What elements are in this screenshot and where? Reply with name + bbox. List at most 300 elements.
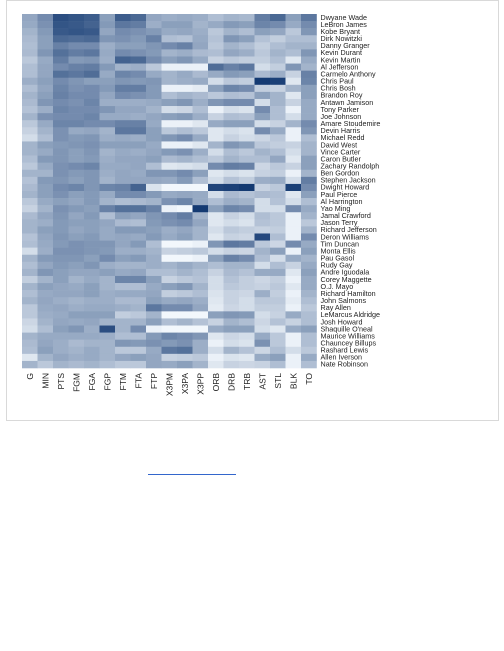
heatmap-cell: [22, 120, 38, 127]
heatmap-cell: [100, 85, 116, 92]
heatmap-cell: [255, 333, 271, 340]
heatmap-cell: [255, 262, 271, 269]
heatmap-cell: [53, 340, 69, 347]
heatmap-cell: [255, 92, 271, 99]
heatmap-cell: [177, 248, 193, 255]
heatmap-cell: [146, 134, 162, 141]
heatmap-cell: [270, 276, 286, 283]
heatmap-cell: [239, 170, 255, 177]
heatmap-cell: [255, 106, 271, 113]
heatmap-cell: [162, 304, 178, 311]
heatmap-cell: [100, 56, 116, 63]
heatmap-cell: [193, 28, 209, 35]
heatmap-cell: [177, 106, 193, 113]
heatmap-cell: [301, 318, 317, 325]
heatmap-cell: [84, 71, 100, 78]
heatmap-cell: [224, 127, 240, 134]
heatmap-cell: [100, 205, 116, 212]
heatmap-cell: [100, 113, 116, 120]
heatmap-cell: [193, 170, 209, 177]
heatmap-cell: [146, 354, 162, 361]
heatmap-cell: [146, 212, 162, 219]
heatmap-cell: [301, 212, 317, 219]
heatmap-cell: [286, 156, 302, 163]
row-label: Rashard Lewis: [320, 345, 369, 355]
heatmap-cell: [270, 141, 286, 148]
heatmap-cell: [177, 184, 193, 191]
row-label: Joe Johnson: [320, 111, 362, 121]
row-label: Dwyane Wade: [320, 12, 367, 22]
heatmap-cell: [301, 85, 317, 92]
heatmap-cell: [115, 149, 131, 156]
heatmap-cell: [270, 248, 286, 255]
heatmap-cell: [146, 106, 162, 113]
heatmap-cell: [146, 262, 162, 269]
heatmap-cell: [53, 318, 69, 325]
heatmap-cell: [38, 141, 54, 148]
heatmap-cell: [224, 304, 240, 311]
heatmap-cell: [131, 255, 147, 262]
heatmap-cell: [162, 14, 178, 21]
heatmap-cell: [239, 276, 255, 283]
heatmap-cell: [286, 255, 302, 262]
heatmap-cell: [193, 120, 209, 127]
heatmap-cell: [22, 318, 38, 325]
row-label: Brandon Roy: [320, 90, 363, 100]
heatmap-cell: [38, 35, 54, 42]
heatmap-cell: [84, 311, 100, 318]
heatmap-cell: [146, 64, 162, 71]
heatmap-cell: [84, 56, 100, 63]
heatmap-cell: [193, 219, 209, 226]
row-label: Allen Iverson: [320, 352, 363, 362]
heatmap-cell: [53, 326, 69, 333]
heatmap-cell: [177, 304, 193, 311]
heatmap-cell: [146, 333, 162, 340]
heatmap-cell: [177, 49, 193, 56]
heatmap-cell: [38, 304, 54, 311]
heatmap-cell: [131, 14, 147, 21]
heatmap-cell: [38, 333, 54, 340]
heatmap-cell: [239, 113, 255, 120]
heatmap-cell: [270, 290, 286, 297]
heatmap-cell: [208, 71, 224, 78]
heatmap-cell: [193, 297, 209, 304]
heatmap-cell: [146, 347, 162, 354]
column-label: FTP: [148, 373, 159, 390]
heatmap-cell: [38, 14, 54, 21]
heatmap-cell: [301, 326, 317, 333]
heatmap-cell: [193, 85, 209, 92]
heatmap-cell: [100, 78, 116, 85]
heatmap-cell: [177, 326, 193, 333]
heatmap-cell: [146, 85, 162, 92]
heatmap-cell: [69, 92, 85, 99]
heatmap-cell: [53, 85, 69, 92]
heatmap-cell: [53, 233, 69, 240]
heatmap-cell: [162, 198, 178, 205]
heatmap-cell: [69, 333, 85, 340]
heatmap-cell: [286, 361, 302, 368]
heatmap-cell: [193, 276, 209, 283]
row-label: Maurice Williams: [320, 331, 375, 341]
heatmap-cell: [255, 255, 271, 262]
row-label: LeBron James: [320, 19, 367, 29]
heatmap-cell: [193, 92, 209, 99]
heatmap-cell: [84, 255, 100, 262]
heatmap-cell: [255, 170, 271, 177]
row-label: Dirk Nowitzki: [320, 34, 363, 44]
heatmap-cell: [270, 42, 286, 49]
heatmap-cell: [286, 170, 302, 177]
heatmap-cell: [224, 198, 240, 205]
column-label: FGM: [71, 373, 82, 392]
heatmap-cell: [286, 106, 302, 113]
heatmap-cell: [131, 28, 147, 35]
heatmap-cell: [53, 156, 69, 163]
heatmap-cell: [22, 134, 38, 141]
heatmap-cell: [115, 283, 131, 290]
heatmap-cell: [208, 120, 224, 127]
source-link[interactable]: [148, 462, 236, 475]
heatmap-cell: [38, 212, 54, 219]
heatmap-cell: [270, 127, 286, 134]
heatmap-cell: [239, 283, 255, 290]
heatmap-cell: [100, 354, 116, 361]
heatmap-cell: [53, 71, 69, 78]
heatmap-cell: [146, 28, 162, 35]
heatmap-cell: [53, 297, 69, 304]
heatmap-cell: [38, 290, 54, 297]
heatmap-cell: [38, 21, 54, 28]
heatmap-cell: [115, 191, 131, 198]
heatmap-cell: [177, 149, 193, 156]
heatmap-cell: [255, 156, 271, 163]
heatmap-cell: [53, 333, 69, 340]
heatmap-cell: [270, 361, 286, 368]
heatmap-cell: [69, 283, 85, 290]
heatmap-cell: [193, 184, 209, 191]
heatmap-cell: [239, 326, 255, 333]
heatmap-cell: [239, 134, 255, 141]
heatmap-cell: [162, 184, 178, 191]
heatmap-cell: [270, 56, 286, 63]
heatmap-cell: [115, 71, 131, 78]
heatmap-cell: [177, 156, 193, 163]
heatmap-cell: [224, 106, 240, 113]
heatmap-cell: [100, 304, 116, 311]
heatmap-cell: [53, 205, 69, 212]
heatmap-cell: [239, 198, 255, 205]
heatmap-cell: [131, 226, 147, 233]
heatmap-cell: [162, 120, 178, 127]
column-label: X3PA: [179, 373, 190, 395]
heatmap-cell: [301, 255, 317, 262]
row-label: LeMarcus Aldridge: [320, 310, 381, 320]
heatmap-cell: [69, 64, 85, 71]
heatmap-cell: [224, 141, 240, 148]
heatmap-cell: [224, 255, 240, 262]
heatmap-cell: [69, 326, 85, 333]
heatmap-cell: [84, 340, 100, 347]
heatmap-cell: [177, 113, 193, 120]
heatmap-cell: [208, 212, 224, 219]
heatmap-cell: [239, 149, 255, 156]
heatmap-cell: [224, 99, 240, 106]
heatmap-cell: [239, 92, 255, 99]
heatmap-cell: [286, 177, 302, 184]
heatmap-cell: [38, 347, 54, 354]
heatmap-cell: [69, 184, 85, 191]
heatmap-cell: [193, 191, 209, 198]
heatmap-cell: [115, 269, 131, 276]
column-label: TRB: [241, 373, 252, 390]
heatmap-cell: [270, 255, 286, 262]
heatmap-cell: [239, 233, 255, 240]
heatmap-cell: [84, 326, 100, 333]
heatmap-cell: [301, 198, 317, 205]
heatmap-cell: [146, 163, 162, 170]
heatmap-cell: [146, 113, 162, 120]
row-label: Rudy Gay: [320, 260, 353, 270]
heatmap-cell: [301, 127, 317, 134]
heatmap-cell: [224, 219, 240, 226]
heatmap-cell: [38, 226, 54, 233]
heatmap-cell: [22, 304, 38, 311]
heatmap-cell: [301, 269, 317, 276]
heatmap-cell: [239, 163, 255, 170]
heatmap-cell: [270, 333, 286, 340]
heatmap-cell: [208, 304, 224, 311]
heatmap-cell: [286, 326, 302, 333]
heatmap-cell: [115, 134, 131, 141]
heatmap-cell: [53, 106, 69, 113]
heatmap-cell: [270, 163, 286, 170]
heatmap-cell: [38, 297, 54, 304]
heatmap-cell: [193, 141, 209, 148]
heatmap-cell: [22, 354, 38, 361]
heatmap-cell: [301, 283, 317, 290]
heatmap-cell: [177, 99, 193, 106]
heatmap-cell: [286, 120, 302, 127]
heatmap-cell: [224, 78, 240, 85]
heatmap-cell: [69, 106, 85, 113]
heatmap-cell: [270, 156, 286, 163]
heatmap-cell: [177, 276, 193, 283]
heatmap-cell: [239, 99, 255, 106]
heatmap-cell: [69, 134, 85, 141]
heatmap-cell: [38, 248, 54, 255]
heatmap-cell: [208, 226, 224, 233]
heatmap-cell: [131, 283, 147, 290]
heatmap-cell: [115, 318, 131, 325]
heatmap-cell: [239, 269, 255, 276]
heatmap-cell: [162, 219, 178, 226]
heatmap-cell: [100, 35, 116, 42]
heatmap-cell: [286, 113, 302, 120]
heatmap-cell: [177, 170, 193, 177]
heatmap-cell: [115, 156, 131, 163]
heatmap-cell: [239, 304, 255, 311]
heatmap-cell: [146, 120, 162, 127]
heatmap-cell: [131, 71, 147, 78]
heatmap-cell: [286, 134, 302, 141]
heatmap-cell: [270, 85, 286, 92]
heatmap-cell: [162, 347, 178, 354]
heatmap-cell: [239, 262, 255, 269]
heatmap-cell: [53, 198, 69, 205]
heatmap-cell: [146, 184, 162, 191]
heatmap-cell: [193, 56, 209, 63]
heatmap-cell: [100, 127, 116, 134]
heatmap-cell: [100, 255, 116, 262]
heatmap-cell: [69, 347, 85, 354]
heatmap-cell: [22, 347, 38, 354]
heatmap-cell: [131, 347, 147, 354]
heatmap-cell: [100, 219, 116, 226]
heatmap-cell: [100, 99, 116, 106]
heatmap-cell: [208, 347, 224, 354]
heatmap-cell: [22, 340, 38, 347]
heatmap-cell: [69, 113, 85, 120]
heatmap-cell: [162, 28, 178, 35]
heatmap-cell: [38, 49, 54, 56]
heatmap-cell: [100, 347, 116, 354]
heatmap-cell: [100, 311, 116, 318]
heatmap-cell: [239, 184, 255, 191]
heatmap-cell: [177, 354, 193, 361]
heatmap-cell: [146, 248, 162, 255]
heatmap-cell: [53, 170, 69, 177]
heatmap-cell: [224, 56, 240, 63]
heatmap-cell: [255, 283, 271, 290]
heatmap-cell: [162, 233, 178, 240]
heatmap-cell: [193, 149, 209, 156]
heatmap-cell: [115, 120, 131, 127]
heatmap-cell: [146, 149, 162, 156]
heatmap-cell: [69, 361, 85, 368]
heatmap-cell: [301, 14, 317, 21]
heatmap-cell: [301, 170, 317, 177]
heatmap-cell: [115, 347, 131, 354]
heatmap-cell: [270, 241, 286, 248]
heatmap-cell: [270, 64, 286, 71]
heatmap-cell: [301, 297, 317, 304]
heatmap-cell: [208, 290, 224, 297]
heatmap-cell: [162, 78, 178, 85]
heatmap-cell: [301, 113, 317, 120]
heatmap-cell: [239, 14, 255, 21]
heatmap-cell: [146, 269, 162, 276]
heatmap-cell: [22, 269, 38, 276]
heatmap-cell: [162, 71, 178, 78]
heatmap-cell: [84, 354, 100, 361]
heatmap-cell: [239, 35, 255, 42]
heatmap-cell: [255, 191, 271, 198]
heatmap-cell: [177, 92, 193, 99]
heatmap-cell: [208, 141, 224, 148]
heatmap-cell: [22, 163, 38, 170]
heatmap-cell: [177, 191, 193, 198]
heatmap-cell: [255, 326, 271, 333]
heatmap-cell: [131, 304, 147, 311]
heatmap-cell: [69, 71, 85, 78]
heatmap-cell: [115, 49, 131, 56]
heatmap-cell: [131, 290, 147, 297]
heatmap-chart: [7, 1, 498, 420]
heatmap-cell: [270, 226, 286, 233]
heatmap-cell: [69, 340, 85, 347]
heatmap-cell: [208, 113, 224, 120]
heatmap-cell: [270, 113, 286, 120]
heatmap-cell: [255, 113, 271, 120]
heatmap-cell: [84, 113, 100, 120]
heatmap-cell: [255, 28, 271, 35]
heatmap-cell: [224, 35, 240, 42]
heatmap-cell: [22, 361, 38, 368]
heatmap-cell: [255, 233, 271, 240]
heatmap-cell: [301, 290, 317, 297]
heatmap-cell: [162, 156, 178, 163]
heatmap-cell: [38, 241, 54, 248]
heatmap-cell: [115, 276, 131, 283]
heatmap-cell: [301, 35, 317, 42]
heatmap-cell: [270, 233, 286, 240]
heatmap-cell: [177, 141, 193, 148]
heatmap-cell: [162, 297, 178, 304]
heatmap-cell: [69, 99, 85, 106]
column-label: ORB: [210, 373, 221, 392]
heatmap-cell: [162, 56, 178, 63]
heatmap-cell: [286, 333, 302, 340]
heatmap-cell: [115, 297, 131, 304]
heatmap-cell: [162, 85, 178, 92]
heatmap-cell: [162, 134, 178, 141]
heatmap-cell: [53, 276, 69, 283]
heatmap-cell: [208, 318, 224, 325]
heatmap-cell: [208, 21, 224, 28]
heatmap-cell: [270, 191, 286, 198]
heatmap-cell: [115, 42, 131, 49]
heatmap-cell: [239, 333, 255, 340]
heatmap-cell: [84, 156, 100, 163]
heatmap-cell: [38, 361, 54, 368]
heatmap-cell: [115, 248, 131, 255]
heatmap-cell: [177, 318, 193, 325]
heatmap-cell: [239, 177, 255, 184]
heatmap-cell: [177, 163, 193, 170]
heatmap-cell: [224, 205, 240, 212]
heatmap-cell: [286, 184, 302, 191]
heatmap-cell: [255, 149, 271, 156]
heatmap-cell: [84, 14, 100, 21]
row-label: Stephen Jackson: [320, 175, 376, 185]
heatmap-cell: [146, 42, 162, 49]
heatmap-cell: [224, 149, 240, 156]
heatmap-cell: [239, 226, 255, 233]
heatmap-cell: [239, 347, 255, 354]
row-label: Ben Gordon: [320, 168, 360, 178]
heatmap-cell: [208, 241, 224, 248]
heatmap-cell: [22, 64, 38, 71]
heatmap-cell: [177, 233, 193, 240]
heatmap-cell: [301, 276, 317, 283]
heatmap-cell: [224, 326, 240, 333]
heatmap-cell: [84, 149, 100, 156]
heatmap-cell: [208, 64, 224, 71]
heatmap-cell: [38, 269, 54, 276]
heatmap-cell: [131, 311, 147, 318]
